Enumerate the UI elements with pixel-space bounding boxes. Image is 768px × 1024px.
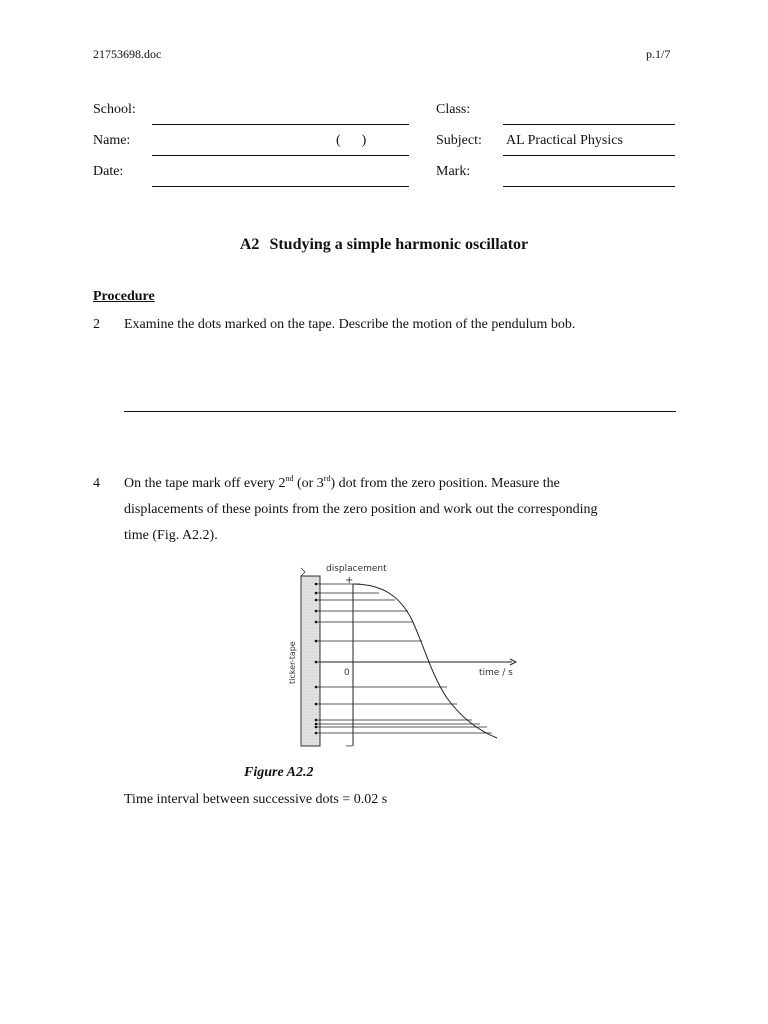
time-interval-note: Time interval between successive dots = 0.02 s [124, 792, 388, 807]
school-field-line [152, 124, 409, 125]
class-label: Class: [436, 102, 471, 117]
plus-label: + [345, 575, 354, 586]
step-4-line-3: time (Fig. A2.2). [124, 528, 218, 543]
date-label: Date: [93, 164, 124, 179]
subject-value: AL Practical Physics [506, 133, 623, 148]
tape-torn-edge [301, 568, 305, 576]
ticker-tape-label: ticker-tape [288, 641, 297, 684]
subject-label: Subject: [436, 133, 482, 148]
class-number-bracket: ( ) [336, 133, 367, 148]
origin-label: 0 [344, 668, 350, 678]
time-axis-label: time / s [479, 668, 513, 678]
experiment-number: A2 [239, 236, 260, 253]
name-field-line [152, 155, 409, 156]
date-field-line [152, 186, 409, 187]
name-label: Name: [93, 133, 131, 148]
page-number: p.1/7 [646, 47, 671, 61]
step-4-number: 4 [93, 476, 100, 491]
displacement-axis-label: displacement [326, 564, 387, 574]
figure-a2-2 [282, 558, 522, 750]
step-4-line-1: On the tape mark off every 2nd (or 3rd) dot from the zero position. Measure the [124, 474, 560, 491]
experiment-title [0, 236, 768, 254]
experiment-title-text: Studying a simple harmonic oscillator [269, 236, 529, 253]
step-4-line-2: displacements of these points from the zero position and work out the corresponding [124, 502, 598, 517]
procedure-heading: Procedure [93, 289, 155, 304]
subject-field-line [503, 155, 675, 156]
displacement-time-curve [353, 584, 497, 738]
figure-caption: Figure A2.2 [244, 765, 314, 780]
school-label: School: [93, 102, 136, 117]
class-field-line [503, 124, 675, 125]
mark-field-line [503, 186, 675, 187]
step-2-number: 2 [93, 317, 100, 332]
answer-line [124, 411, 676, 412]
mark-label: Mark: [436, 164, 471, 179]
minus-label: − [345, 741, 354, 750]
step-4-text [124, 471, 684, 549]
step-2-text: Examine the dots marked on the tape. Describe the motion of the pendulum bob. [124, 317, 576, 332]
document-filename: 21753698.doc [93, 47, 162, 61]
